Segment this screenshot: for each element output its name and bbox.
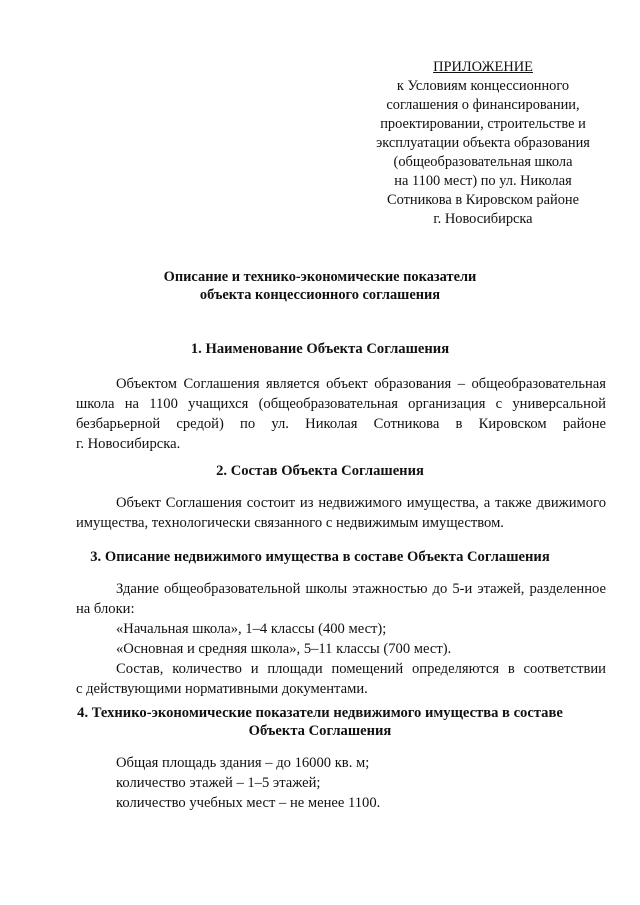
appendix-line: к Условиям концессионного (396, 78, 570, 94)
body-line: количество этажей – 1–5 этажей; (116, 775, 321, 791)
title-line: объекта концессионного соглашения (199, 287, 441, 303)
appendix-line: проектировании, строительстве и (380, 116, 586, 132)
section-1-body (76, 374, 606, 454)
section-4-heading (60, 704, 580, 740)
section-2-heading: 2. Состав Объекта Соглашения (216, 463, 424, 479)
body-line: школа на 1100 учащихся (общеобразовательная организация с универсальной (76, 396, 606, 412)
body-line: Объект Соглашения состоит из недвижимого имущества, а также движимого (116, 495, 606, 511)
body-line: на блоки: (76, 601, 135, 617)
appendix-label: ПРИЛОЖЕНИЕ (433, 59, 533, 75)
body-line: г. Новосибирска. (76, 436, 181, 452)
body-line: безбарьерной средой) по ул. Николая Сотникова в Кировском районе (76, 416, 606, 432)
body-line: Состав, количество и площади помещений определяются в соответствии (116, 661, 606, 677)
body-line: Объектом Соглашения является объект образования – общеобразовательная (116, 376, 606, 392)
document-title (60, 268, 580, 304)
body-line: с действующими нормативными документами. (76, 681, 368, 697)
appendix-line: эксплуатации объекта образования (376, 135, 590, 151)
heading-line: 4. Технико-экономические показатели недвижимого имущества в составе (77, 705, 563, 721)
appendix-line: (общеобразовательная школа (393, 154, 573, 170)
body-line: Здание общеобразовательной школы этажностью до 5-и этажей, разделенное (116, 581, 606, 597)
section-1-heading: 1. Наименование Объекта Соглашения (190, 341, 450, 357)
heading-line: Объекта Соглашения (248, 723, 392, 739)
body-line: количество учебных мест – не менее 1100. (116, 795, 381, 811)
title-line: Описание и технико-экономические показатели (163, 269, 477, 285)
appendix-line: на 1100 мест) по ул. Николая (394, 173, 572, 189)
body-line: имущества, технологически связанного с недвижимым имуществом. (76, 515, 504, 531)
appendix-line: Сотникова в Кировском районе (387, 192, 579, 208)
body-line: Общая площадь здания – до 16000 кв. м; (116, 755, 370, 771)
section-4-body (76, 753, 606, 813)
section-3-heading: 3. Описание недвижимого имущества в составе Объекта Соглашения (90, 549, 550, 565)
appendix-block (360, 58, 606, 229)
body-line: «Основная и средняя школа», 5–11 классы (700 мест). (116, 641, 452, 657)
section-3-body (76, 579, 606, 699)
appendix-line: г. Новосибирска (433, 211, 533, 227)
appendix-line: соглашения о финансировании, (386, 97, 580, 113)
body-line: «Начальная школа», 1–4 классы (400 мест); (116, 621, 387, 637)
section-2-body (76, 493, 606, 533)
